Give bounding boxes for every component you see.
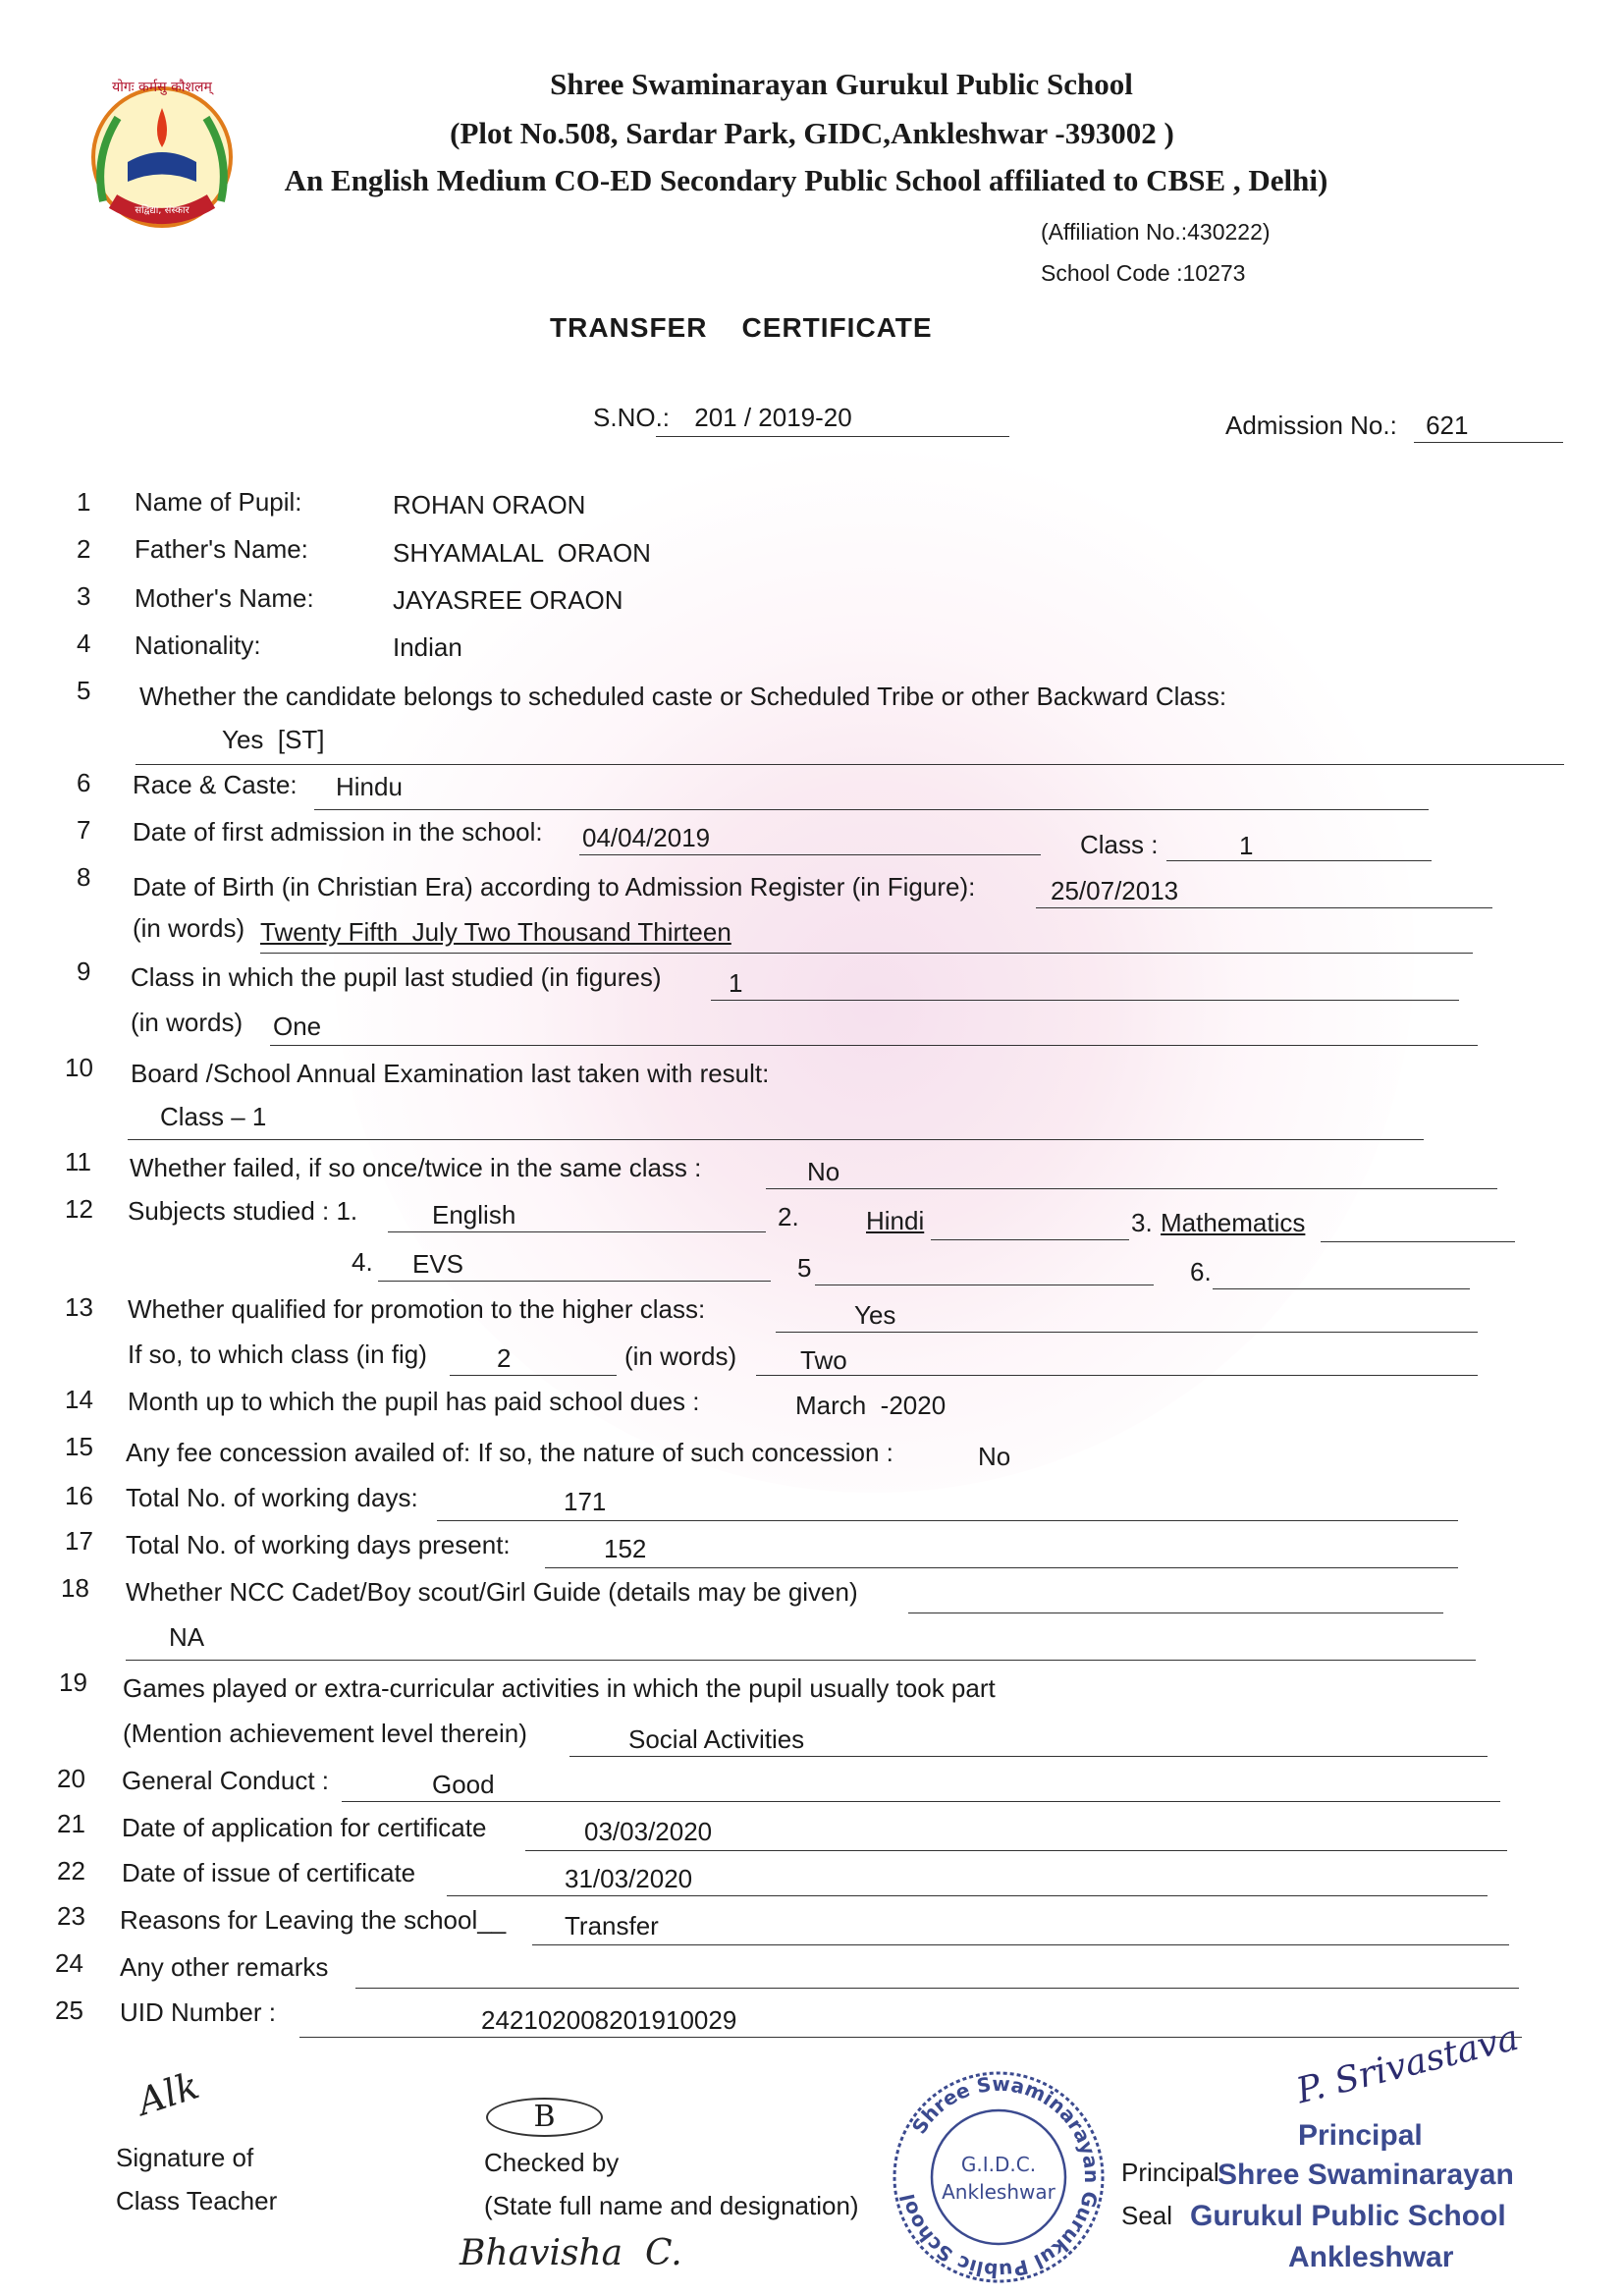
checked-by-line-1: Checked by	[484, 2148, 620, 2177]
principal-school-line-3: Ankleshwar	[1288, 2241, 1454, 2273]
row-number: 12	[65, 1194, 93, 1224]
category-underline	[135, 764, 1564, 765]
failed-label: Whether failed, if so once/twice in the same class :	[130, 1153, 702, 1182]
working-days-underline	[437, 1520, 1458, 1521]
row-number: 2	[77, 534, 91, 564]
conduct-label: General Conduct :	[122, 1766, 330, 1795]
ncc-value: NA	[169, 1622, 205, 1652]
uid-label: UID Number :	[120, 1997, 276, 2027]
subject-4-underline	[378, 1281, 771, 1282]
logo-motto-top: योगः कर्मसु कौशलम्	[112, 80, 212, 95]
admission-class-value: 1	[1239, 831, 1254, 860]
father-name-value: SHYAMALAL ORAON	[393, 538, 651, 568]
leaving-reason-underline	[532, 1944, 1509, 1945]
row-number: 8	[77, 862, 91, 892]
first-admission-underline	[579, 854, 1041, 855]
admission-class-underline	[1166, 860, 1432, 861]
promotion-underline	[776, 1332, 1478, 1333]
ncc-label: Whether NCC Cadet/Boy scout/Girl Guide (details may be given)	[126, 1577, 858, 1607]
row-number: 1	[77, 487, 91, 517]
dob-words-value: Twenty Fifth July Two Thousand Thirteen	[260, 917, 731, 947]
checked-by-name: Bhavisha C.	[460, 2233, 682, 2273]
school-name: Shree Swaminarayan Gurukul Public School	[550, 67, 1133, 101]
issue-date-value: 31/03/2020	[565, 1864, 693, 1893]
serial-number	[593, 403, 852, 433]
row-number: 10	[65, 1053, 93, 1082]
category-value: Yes [ST]	[222, 725, 325, 754]
days-present-underline	[545, 1567, 1458, 1568]
pupil-name-label: Name of Pupil:	[135, 487, 302, 517]
row-number: 23	[57, 1901, 85, 1931]
row-number: 4	[77, 629, 91, 658]
working-days-label: Total No. of working days:	[126, 1483, 418, 1512]
row-number: 9	[77, 957, 91, 986]
admission-class-label: Class :	[1080, 830, 1159, 859]
exam-underline	[128, 1139, 1424, 1140]
last-class-words-label: (in words)	[131, 1008, 244, 1037]
row-number: 22	[57, 1856, 85, 1886]
subject-2-number: 2.	[778, 1202, 799, 1231]
svg-text:Shree Swaminarayan Gurukul Pub	[895, 2072, 1104, 2282]
promoted-class-label: If so, to which class (in fig)	[128, 1339, 427, 1369]
promotion-label: Whether qualified for promotion to the higher class:	[128, 1294, 706, 1324]
class-teacher-signature-label	[116, 2136, 277, 2222]
seal-center-line-2: Ankleshwar	[942, 2180, 1056, 2204]
row-number: 20	[57, 1764, 85, 1793]
principal-seal-line-2: Seal	[1121, 2201, 1173, 2230]
subject-3-underline	[1321, 1241, 1515, 1242]
logo-motto-bottom: सद्विद्या, संस्कार	[135, 205, 189, 216]
dob-figure-underline	[1036, 907, 1492, 908]
last-class-figure-underline	[711, 1000, 1459, 1001]
row-number: 15	[65, 1432, 93, 1461]
father-name-label: Father's Name:	[135, 534, 308, 564]
principal-signature: P. Srivastava	[1292, 2017, 1523, 2112]
subject-6-underline	[1213, 1288, 1470, 1289]
seal-ring-text: Shree Swaminarayan Gurukul Public School	[894, 2071, 1105, 2283]
principal-school-line-1: Shree Swaminarayan	[1218, 2159, 1514, 2191]
ncc-value-underline	[126, 1660, 1476, 1661]
dob-words-label: (in words)	[133, 913, 245, 943]
principal-seal-line-1: Principal	[1121, 2158, 1219, 2187]
row-number: 6	[77, 768, 91, 797]
first-admission-label: Date of first admission in the school:	[133, 817, 543, 847]
affiliation-number: (Affiliation No.:430222)	[1041, 219, 1271, 245]
activities-underline	[569, 1756, 1488, 1757]
subject-2-underline	[931, 1239, 1129, 1240]
subjects-label: Subjects studied : 1.	[128, 1196, 358, 1226]
mother-name-value: JAYASREE ORAON	[393, 585, 623, 615]
row-number: 13	[65, 1292, 93, 1322]
last-class-figure-value: 1	[729, 968, 743, 998]
document-title: TRANSFER CERTIFICATE	[550, 312, 933, 343]
subject-4-number: 4.	[352, 1247, 373, 1277]
category-label: Whether the candidate belongs to scheduled caste or Scheduled Tribe or other Backward Class:	[139, 682, 1227, 711]
row-number: 16	[65, 1481, 93, 1510]
application-date-label: Date of application for certificate	[122, 1813, 487, 1842]
days-present-value: 152	[604, 1534, 647, 1563]
mother-name-label: Mother's Name:	[135, 583, 314, 613]
conduct-underline	[342, 1801, 1500, 1802]
promoted-class-figure-value: 2	[497, 1343, 512, 1373]
row-number: 3	[77, 581, 91, 611]
last-class-words-value: One	[273, 1011, 322, 1041]
days-present-label: Total No. of working days present:	[126, 1530, 511, 1559]
application-date-value: 03/03/2020	[584, 1817, 713, 1846]
checked-by-signature-mark: B	[486, 2098, 603, 2137]
dob-label: Date of Birth (in Christian Era) according to Admission Register (in Figure):	[133, 872, 976, 902]
checked-by-label	[484, 2141, 859, 2227]
dues-value: March -2020	[795, 1391, 947, 1420]
class-teacher-line-2: Class Teacher	[116, 2186, 278, 2215]
nationality-value: Indian	[393, 632, 462, 662]
race-caste-value: Hindu	[336, 772, 403, 801]
leaving-reason-value: Transfer	[565, 1911, 659, 1941]
remarks-label: Any other remarks	[120, 1952, 329, 1982]
row-number: 5	[77, 676, 91, 705]
race-caste-underline	[314, 809, 1429, 810]
serial-number-label: S.NO.:	[593, 403, 671, 432]
row-number: 19	[59, 1667, 87, 1697]
subject-4-value: EVS	[412, 1249, 464, 1279]
row-number: 18	[61, 1573, 89, 1603]
application-date-underline	[525, 1850, 1507, 1851]
first-admission-value: 04/04/2019	[582, 823, 711, 852]
school-seal	[889, 2067, 1110, 2288]
pupil-name-value: ROHAN ORAON	[393, 490, 586, 519]
activities-achievement-label: (Mention achievement level therein)	[123, 1719, 527, 1748]
subject-3-value: Mathematics	[1161, 1208, 1306, 1237]
admission-value: 621	[1426, 410, 1469, 440]
working-days-value: 171	[564, 1487, 607, 1516]
row-number: 7	[77, 815, 91, 845]
race-caste-label: Race & Caste:	[133, 770, 298, 799]
promoted-class-words-value: Two	[800, 1345, 847, 1375]
issue-date-underline	[447, 1895, 1488, 1896]
admission-underline	[1414, 442, 1563, 443]
last-class-words-underline	[270, 1045, 1478, 1046]
promoted-class-words-underline	[756, 1375, 1478, 1376]
subject-3-number: 3.	[1131, 1208, 1153, 1237]
promotion-value: Yes	[854, 1300, 896, 1330]
seal-center-line-1: G.I.D.C.	[960, 2153, 1037, 2176]
school-tagline: An English Medium CO-ED Secondary Public School affiliated to CBSE , Delhi)	[284, 163, 1328, 197]
uid-underline	[299, 2037, 1522, 2038]
checked-by-line-2: (State full name and designation)	[484, 2191, 859, 2220]
dues-label: Month up to which the pupil has paid school dues :	[128, 1387, 700, 1416]
uid-value: 242102008201910029	[481, 2005, 737, 2035]
exam-value: Class – 1	[160, 1102, 267, 1131]
dob-words-underline	[260, 953, 1473, 954]
activities-label: Games played or extra-curricular activities in which the pupil usually took part	[123, 1673, 996, 1703]
subject-1-underline	[388, 1231, 766, 1232]
nationality-label: Nationality:	[135, 630, 261, 660]
leaving-reason-label: Reasons for Leaving the school__	[120, 1905, 507, 1935]
remarks-underline	[355, 1988, 1519, 1989]
last-class-label: Class in which the pupil last studied (in figures)	[131, 962, 662, 992]
subject-2-value: Hindi	[866, 1206, 925, 1235]
row-number: 17	[65, 1526, 93, 1556]
dob-figure-value: 25/07/2013	[1051, 876, 1179, 905]
row-number: 25	[55, 1995, 83, 2025]
row-number: 24	[55, 1948, 83, 1978]
conduct-value: Good	[432, 1770, 495, 1799]
activities-value: Social Activities	[628, 1724, 805, 1754]
fee-concession-label: Any fee concession availed of: If so, the nature of such concession :	[126, 1438, 893, 1467]
failed-value: No	[807, 1157, 840, 1186]
row-number: 14	[65, 1385, 93, 1414]
admission-number	[1225, 410, 1468, 441]
principal-school-line-2: Gurukul Public School	[1190, 2200, 1506, 2232]
admission-label: Admission No.:	[1225, 410, 1397, 440]
row-number: 21	[57, 1809, 85, 1838]
class-teacher-line-1: Signature of	[116, 2143, 254, 2172]
serial-number-value: 201 / 2019-20	[694, 403, 852, 432]
class-teacher-initials: Alk	[132, 2063, 204, 2124]
subject-6-number: 6.	[1190, 1257, 1212, 1286]
school-address: (Plot No.508, Sardar Park, GIDC,Ankleshwar -393002 )	[450, 116, 1174, 150]
fee-concession-value: No	[978, 1442, 1011, 1471]
subject-1-value: English	[432, 1200, 516, 1230]
row-number: 11	[65, 1147, 91, 1176]
school-code: School Code :10273	[1041, 260, 1246, 286]
serial-underline	[656, 436, 1009, 437]
subject-5-number: 5	[797, 1253, 812, 1283]
principal-title: Principal	[1298, 2119, 1423, 2152]
promoted-class-figure-underline	[450, 1375, 617, 1376]
exam-label: Board /School Annual Examination last taken with result:	[131, 1059, 770, 1088]
failed-underline	[766, 1188, 1497, 1189]
issue-date-label: Date of issue of certificate	[122, 1858, 416, 1887]
promoted-class-words-label: (in words)	[624, 1341, 737, 1371]
